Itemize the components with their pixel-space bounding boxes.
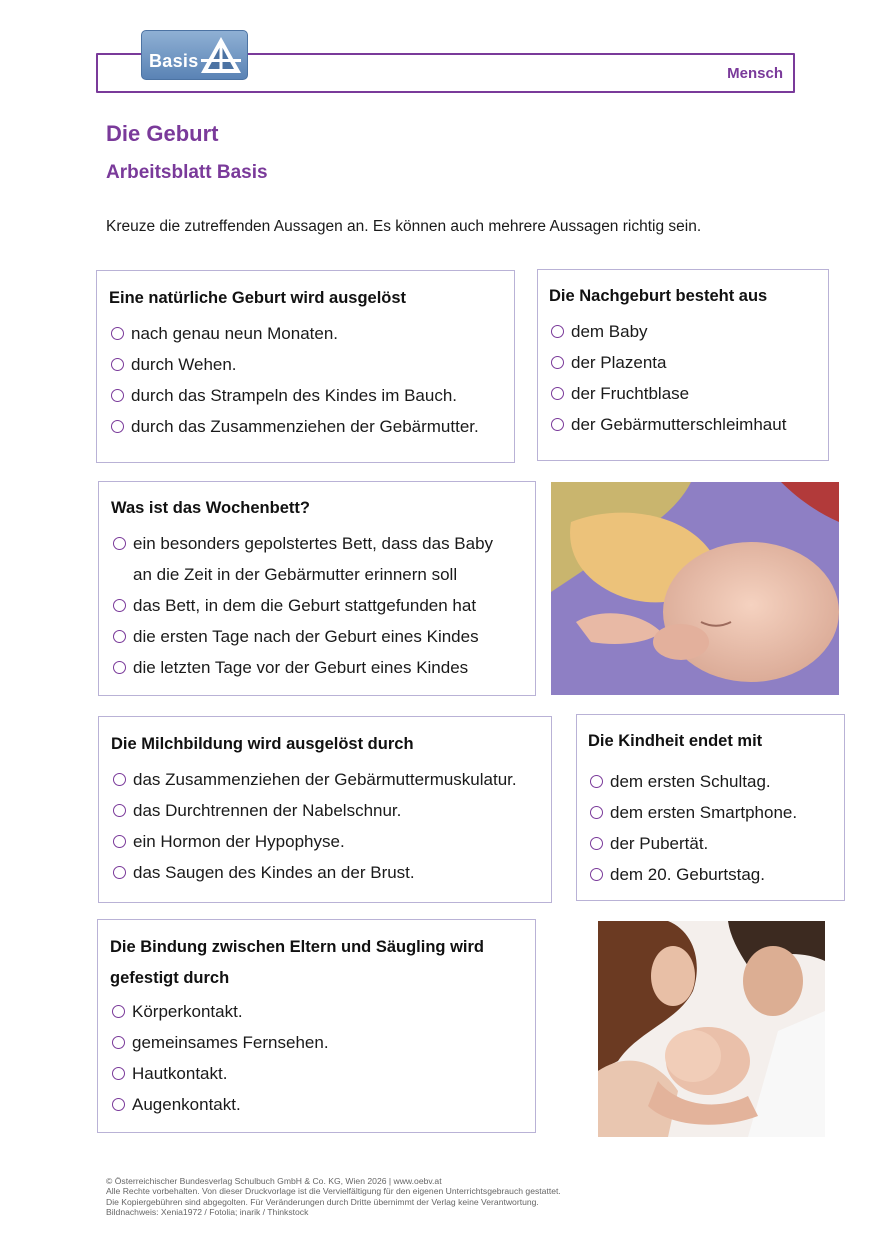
checkbox-circle-icon[interactable]	[590, 806, 603, 819]
question-box-childhood	[576, 714, 845, 901]
answer-option-continuation: an die Zeit in der Gebärmutter erinnern soll	[133, 565, 458, 584]
question-title: Die Bindung zwischen Eltern und Säugling wird gefestigt durch	[110, 938, 485, 987]
parents-photo	[598, 921, 825, 1137]
triangle-logo-icon	[199, 35, 243, 77]
answer-option[interactable]: Hautkontakt.	[110, 1058, 523, 1089]
answer-option[interactable]: nach genau neun Monaten.	[109, 318, 502, 349]
checkbox-circle-icon[interactable]	[551, 325, 564, 338]
answer-option[interactable]: Körperkontakt.	[110, 996, 523, 1027]
answer-option[interactable]: durch das Zusammenziehen der Gebärmutter.	[109, 411, 502, 442]
checkbox-circle-icon[interactable]	[113, 866, 126, 879]
answer-option[interactable]: gemeinsames Fernsehen.	[110, 1027, 523, 1058]
checkbox-circle-icon[interactable]	[111, 327, 124, 340]
answer-option[interactable]: der Pubertät.	[588, 828, 833, 859]
answer-option[interactable]: dem 20. Geburtstag.	[588, 859, 833, 890]
answer-option[interactable]: durch das Strampeln des Kindes im Bauch.	[109, 380, 502, 411]
checkbox-circle-icon[interactable]	[113, 773, 126, 786]
checkbox-circle-icon[interactable]	[112, 1098, 125, 1111]
answer-option[interactable]: durch Wehen.	[109, 349, 502, 380]
answer-option[interactable]: das Durchtrennen der Nabelschnur.	[111, 795, 539, 826]
checkbox-circle-icon[interactable]	[113, 537, 126, 550]
page-subtitle: Arbeitsblatt Basis	[106, 162, 268, 183]
instruction-text: Kreuze die zutreffenden Aussagen an. Es können auch mehrere Aussagen richtig sein.	[106, 218, 702, 235]
answer-option[interactable]: Augenkontakt.	[110, 1089, 523, 1120]
checkbox-circle-icon[interactable]	[111, 389, 124, 402]
checkbox-circle-icon[interactable]	[113, 630, 126, 643]
question-title: Was ist das Wochenbett?	[111, 499, 310, 517]
question-box-bonding	[97, 919, 536, 1133]
page-title: Die Geburt	[106, 121, 219, 146]
checkbox-circle-icon[interactable]	[551, 387, 564, 400]
checkbox-circle-icon[interactable]	[113, 804, 126, 817]
question-title: Die Kindheit endet mit	[588, 732, 763, 750]
answer-option[interactable]: dem ersten Smartphone.	[588, 797, 833, 828]
checkbox-circle-icon[interactable]	[590, 775, 603, 788]
fees-line: Die Kopiergebühren sind abgegolten. Für Veränderungen durch Dritte übernimmt der Verlag keine Verantwortung.	[106, 1196, 539, 1207]
basis-logo	[141, 30, 248, 80]
question-box-afterbirth	[537, 269, 829, 461]
checkbox-circle-icon[interactable]	[113, 599, 126, 612]
answer-option[interactable]: dem Baby	[549, 316, 817, 347]
baby-photo	[551, 482, 839, 695]
footer	[106, 1176, 561, 1217]
question-title: Eine natürliche Geburt wird ausgelöst	[109, 289, 407, 307]
answer-option[interactable]: ein Hormon der Hypophyse.	[111, 826, 539, 857]
copyright-line: © Österreichischer Bundesverlag Schulbuch GmbH & Co. KG, Wien 2026 | www.oebv.at	[106, 1176, 442, 1186]
question-title: Die Milchbildung wird ausgelöst durch	[111, 735, 414, 753]
checkbox-circle-icon[interactable]	[113, 835, 126, 848]
sleeping-baby-image	[551, 482, 839, 695]
checkbox-circle-icon[interactable]	[590, 868, 603, 881]
answer-option[interactable]: der Fruchtblase	[549, 378, 817, 409]
question-box-wochenbett	[98, 481, 536, 696]
question-box-milk	[98, 716, 552, 903]
checkbox-circle-icon[interactable]	[113, 661, 126, 674]
answer-option[interactable]: die letzten Tage vor der Geburt eines Kindes	[111, 652, 523, 683]
checkbox-circle-icon[interactable]	[112, 1067, 125, 1080]
question-box-natural-birth	[96, 270, 515, 463]
checkbox-circle-icon[interactable]	[551, 356, 564, 369]
image-credits-line: Bildnachweis: Xenia1972 / Fotolia; inarik / Thinkstock	[106, 1206, 309, 1217]
answer-option[interactable]: das Saugen des Kindes an der Brust.	[111, 857, 539, 888]
checkbox-circle-icon[interactable]	[112, 1005, 125, 1018]
rights-line: Alle Rechte vorbehalten. Von dieser Druckvorlage ist die Vervielfältigung für den eigenen Unterrichtsgebrauch gestattet.	[106, 1186, 561, 1197]
checkbox-circle-icon[interactable]	[590, 837, 603, 850]
checkbox-circle-icon[interactable]	[111, 358, 124, 371]
answer-option[interactable]: der Gebärmutterschleimhaut	[549, 409, 817, 440]
answer-option[interactable]: der Plazenta	[549, 347, 817, 378]
answer-option[interactable]: das Bett, in dem die Geburt stattgefunden hat	[111, 590, 523, 621]
question-title: Die Nachgeburt besteht aus	[549, 287, 768, 305]
checkbox-circle-icon[interactable]	[111, 420, 124, 433]
checkbox-circle-icon[interactable]	[112, 1036, 125, 1049]
logo-text: Basis	[149, 51, 199, 71]
answer-option[interactable]: ein besonders gepolstertes Bett, dass das Baby	[111, 528, 523, 559]
answer-option[interactable]: die ersten Tage nach der Geburt eines Kindes	[111, 621, 523, 652]
checkbox-circle-icon[interactable]	[551, 418, 564, 431]
parents-with-baby-image	[598, 921, 825, 1137]
answer-option[interactable]: dem ersten Schultag.	[588, 766, 833, 797]
answer-option[interactable]: das Zusammenziehen der Gebärmuttermuskulatur.	[111, 764, 539, 795]
category-label: Mensch	[727, 65, 783, 82]
